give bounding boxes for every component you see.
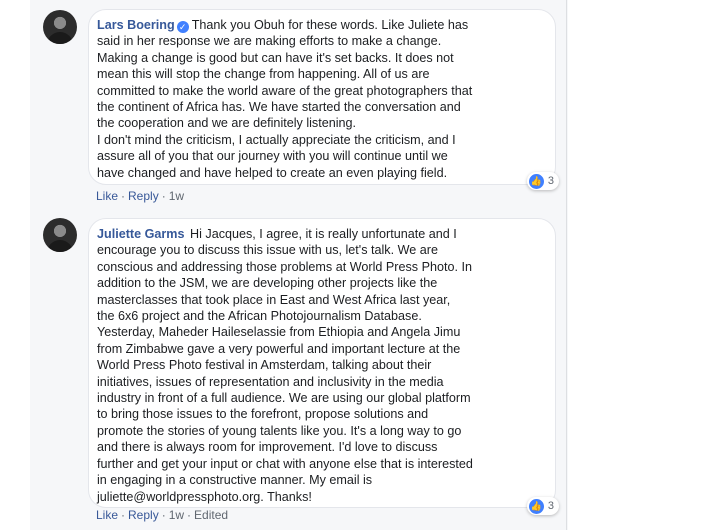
- comment-actions: Like · Reply · 1w: [96, 189, 185, 203]
- comment-line: Thank you Obuh for these words. Like Juliete has: [191, 18, 469, 32]
- comment-line: conscious and addressing those problems at World Press Photo. In: [97, 259, 472, 274]
- reaction-count: 3: [547, 499, 554, 512]
- like-link[interactable]: Like: [96, 508, 119, 522]
- comment-line: committed to make the world aware of the great photographers that: [97, 83, 473, 98]
- comment-line: have changed and have helped to create an even playing field.: [97, 165, 448, 180]
- comment-line: addition to the JSM, we are developing other projects like the: [97, 276, 438, 291]
- comment-line: and there is always room for improvement. I'd love to discuss: [97, 440, 438, 455]
- avatar[interactable]: [43, 10, 77, 44]
- comment-actions: Like · Reply · 1w · Edited: [96, 508, 229, 522]
- comment-line: further and get your input or chat with anyone else that is interested: [97, 456, 473, 471]
- comment-line: assure all of you that our journey with you will continue until we: [97, 149, 448, 164]
- timestamp[interactable]: 1w: [168, 189, 185, 203]
- column-divider: [566, 0, 567, 530]
- verified-check-icon: ✓: [177, 21, 189, 33]
- comment-line: Making a change is good but can have it's set backs. It does not: [97, 50, 454, 65]
- comment-line: to bring those issues to the forefront, propose solutions and: [97, 407, 429, 422]
- comment-line: World Press Photo festival in Amsterdam, talking about their: [97, 358, 432, 373]
- comment-line: initiatives, issues of representation and inclusivity in the media: [97, 374, 444, 389]
- author-name[interactable]: Lars Boering: [97, 18, 175, 32]
- comments-panel: [30, 0, 568, 530]
- comment-line: industry in front of a full audience. We are using our global platform: [97, 391, 471, 406]
- comment-line: the 6x6 project and the African Photojournalism Database.: [97, 309, 422, 324]
- reply-link[interactable]: Reply: [128, 189, 159, 203]
- avatar[interactable]: [43, 218, 77, 252]
- comment-line: in engaging in a constructive manner. My email is: [97, 473, 373, 488]
- comment-line: promote the stories of young talents like you. It's a long way to go: [97, 423, 462, 438]
- comment-line: Yesterday, Maheder Haileselassie from Ethiopia and Angela Jimu: [97, 325, 461, 340]
- comment-line: said in her response we are making efforts to make a change.: [97, 34, 442, 49]
- like-link[interactable]: Like: [96, 189, 119, 203]
- comment-line: I don't mind the criticism, I actually appreciate the criticism, and I: [97, 132, 456, 147]
- comment-bubble: [88, 9, 556, 185]
- comment-email-line[interactable]: juliette@worldpressphoto.org. Thanks!: [97, 489, 312, 504]
- comment-bubble: [88, 218, 556, 512]
- thumbs-up-icon: 👍: [529, 174, 544, 189]
- comment-line: the cooperation and we are definitely listening.: [97, 116, 357, 131]
- comment-line: encourage you to discuss this issue with us, let's talk. We are: [97, 243, 438, 258]
- reaction-count: 3: [547, 174, 554, 187]
- reaction-summary[interactable]: [527, 172, 559, 190]
- comment-line: mean this will stop the change from happening. All of us are: [97, 67, 430, 82]
- thumbs-up-icon: 👍: [529, 499, 544, 514]
- reaction-summary[interactable]: [527, 497, 559, 515]
- comment-line: the continent of Africa has. We have started the conversation and: [97, 100, 461, 115]
- comment-line: from Zimbabwe gave a very powerful and important lecture at the: [97, 341, 461, 356]
- author-name[interactable]: Juliette Garms: [97, 227, 185, 241]
- edited-label[interactable]: Edited: [194, 508, 229, 522]
- reply-link[interactable]: Reply: [128, 508, 159, 522]
- comment-line: masterclasses that took place in East and West Africa last year,: [97, 292, 451, 307]
- comment-line: Hi Jacques, I agree, it is really unfortunate and I: [190, 227, 457, 241]
- timestamp[interactable]: 1w: [168, 508, 185, 522]
